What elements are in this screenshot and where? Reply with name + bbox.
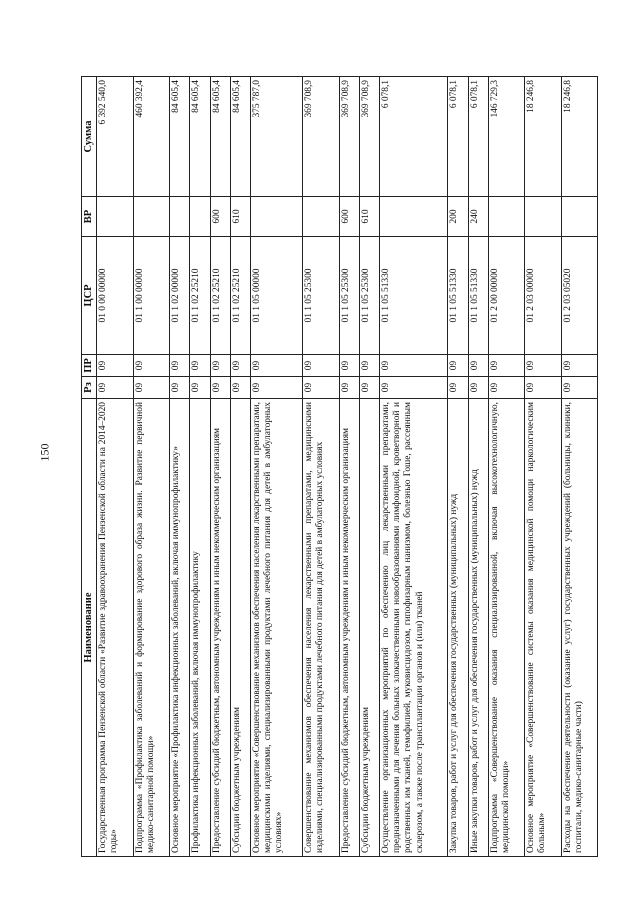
row-rz: 09 [380, 377, 448, 399]
row-vr [251, 197, 303, 237]
row-pr: 09 [468, 355, 488, 377]
row-name: Основное мероприятие «Совершенствование системы оказания медицинской помощи наркологическим больным» [525, 399, 561, 857]
header-row [82, 77, 97, 857]
table-row [97, 77, 133, 857]
row-vr: 610 [230, 197, 250, 237]
row-csr: 01 1 00 00000 [133, 237, 169, 355]
row-name: Предоставление субсидий бюджетным, автономным учреждениям и иным некоммерческим организациям [339, 399, 359, 857]
table-row [359, 77, 379, 857]
table-row [561, 77, 597, 857]
row-pr: 09 [251, 355, 303, 377]
row-pr: 09 [561, 355, 597, 377]
row-rz: 09 [230, 377, 250, 399]
table-row [489, 77, 525, 857]
table-body [97, 77, 598, 857]
row-csr: 01 1 05 51330 [380, 237, 448, 355]
header-rz: Рз [82, 377, 97, 399]
table-row [468, 77, 488, 857]
row-pr: 09 [210, 355, 230, 377]
row-vr [525, 197, 561, 237]
table-row [339, 77, 359, 857]
row-rz: 09 [468, 377, 488, 399]
row-csr: 01 1 02 25210 [230, 237, 250, 355]
row-rz: 09 [210, 377, 230, 399]
row-name: Государственная программа Пензенской области «Развитие здравоохранения Пензенской области на 2014–2020 годы» [97, 399, 133, 857]
row-vr [133, 197, 169, 237]
row-vr [169, 197, 189, 237]
row-vr [190, 197, 210, 237]
row-vr: 600 [210, 197, 230, 237]
row-name: Подпрограмма «Профилактика заболеваний и формирование здорового образа жизни. Развитие первичной медико-санитарной помощи» [133, 399, 169, 857]
row-csr: 01 2 03 00000 [525, 237, 561, 355]
row-pr: 09 [339, 355, 359, 377]
row-csr: 01 0 00 00000 [97, 237, 133, 355]
row-sum: 84 605,4 [190, 77, 210, 197]
row-vr [97, 197, 133, 237]
row-pr: 09 [230, 355, 250, 377]
row-csr: 01 1 02 25210 [190, 237, 210, 355]
row-sum: 6 078,1 [380, 77, 448, 197]
row-sum: 6 392 540,0 [97, 77, 133, 197]
row-name: Осуществление организационных мероприятий по обеспечению лиц лекарственными препаратами, предназначенными для лечения больных злокачественными новообразованиями лимфоидной, кроветворной и родственных им тканей, гемофилией, муковисцидозом, гипофизарным нанизмом, болезнью Гоше, рассеянным склерозом, а также после трансплантации органов и (или) тканей [380, 399, 448, 857]
row-sum: 146 729,3 [489, 77, 525, 197]
row-pr: 09 [448, 355, 468, 377]
header-sum: Сумма [82, 77, 97, 197]
row-sum: 84 605,4 [169, 77, 189, 197]
header-vr: ВР [82, 197, 97, 237]
row-name: Предоставление субсидий бюджетным, автономным учреждениям и иным некоммерческим организациям [210, 399, 230, 857]
row-rz: 09 [97, 377, 133, 399]
row-pr: 09 [169, 355, 189, 377]
row-pr: 09 [489, 355, 525, 377]
row-rz: 09 [133, 377, 169, 399]
row-name: Профилактика инфекционных заболеваний, включая иммунопрофилактику [190, 399, 210, 857]
row-vr: 240 [468, 197, 488, 237]
row-rz: 09 [339, 377, 359, 399]
row-pr: 09 [133, 355, 169, 377]
page-number: 150 [37, 443, 52, 462]
row-name: Основное мероприятие «Совершенствование механизмов обеспечения населения лекарственными препаратами, медицинскими изделиями, специализированными продуктами лечебного питания для детей в амбулаторных условиях» [251, 399, 303, 857]
row-vr [489, 197, 525, 237]
row-csr: 01 1 05 25300 [303, 237, 339, 355]
row-rz: 09 [303, 377, 339, 399]
table-row [210, 77, 230, 857]
row-rz: 09 [448, 377, 468, 399]
row-sum: 18 246,8 [525, 77, 561, 197]
table-row [448, 77, 468, 857]
row-csr: 01 1 02 25210 [210, 237, 230, 355]
table-row [380, 77, 448, 857]
table-row [190, 77, 210, 857]
row-csr: 01 2 03 05020 [561, 237, 597, 355]
row-rz: 09 [251, 377, 303, 399]
row-csr: 01 1 05 51330 [448, 237, 468, 355]
row-sum: 369 708,9 [339, 77, 359, 197]
row-rz: 09 [359, 377, 379, 399]
table-row [525, 77, 561, 857]
table-header [82, 77, 97, 857]
row-rz: 09 [561, 377, 597, 399]
budget-table [81, 76, 598, 857]
row-sum: 84 605,4 [230, 77, 250, 197]
row-pr: 09 [97, 355, 133, 377]
row-name: Иные закупки товаров, работ и услуг для обеспечения государственных (муниципальных) нужд [468, 399, 488, 857]
row-vr [303, 197, 339, 237]
row-vr [380, 197, 448, 237]
table-row [169, 77, 189, 857]
row-csr: 01 1 05 25300 [339, 237, 359, 355]
row-name: Совершенствование механизмов обеспечения населения лекарственными препаратами, медицинскими изделиями, специализированными продуктами лечебного питания для детей в амбулаторных условиях [303, 399, 339, 857]
row-sum: 18 246,8 [561, 77, 597, 197]
row-pr: 09 [359, 355, 379, 377]
row-csr: 01 1 02 00000 [169, 237, 189, 355]
row-name: Субсидии бюджетным учреждениям [230, 399, 250, 857]
table-row [303, 77, 339, 857]
row-name: Закупка товаров, работ и услуг для обеспечения государственных (муниципальных) нужд [448, 399, 468, 857]
row-sum: 6 078,1 [468, 77, 488, 197]
row-sum: 375 787,0 [251, 77, 303, 197]
row-rz: 09 [190, 377, 210, 399]
row-sum: 84 605,4 [210, 77, 230, 197]
row-sum: 6 078,1 [448, 77, 468, 197]
row-name: Подпрограмма «Совершенствование оказания специализированной, включая высокотехнологичную, медицинской помощи» [489, 399, 525, 857]
row-vr: 600 [339, 197, 359, 237]
row-csr: 01 1 05 51330 [468, 237, 488, 355]
row-pr: 09 [190, 355, 210, 377]
table-row [230, 77, 250, 857]
row-vr: 610 [359, 197, 379, 237]
row-pr: 09 [380, 355, 448, 377]
row-sum: 369 708,9 [359, 77, 379, 197]
row-rz: 09 [489, 377, 525, 399]
row-vr [561, 197, 597, 237]
header-csr: ЦСР [82, 237, 97, 355]
row-name: Расходы на обеспечение деятельности (оказание услуг) государственных учреждений (больницы, клиники, госпитали, медико-санитарные части) [561, 399, 597, 857]
row-vr: 200 [448, 197, 468, 237]
row-sum: 369 708,9 [303, 77, 339, 197]
row-csr: 01 1 05 25300 [359, 237, 379, 355]
row-pr: 09 [303, 355, 339, 377]
row-csr: 01 2 00 00000 [489, 237, 525, 355]
table-row [251, 77, 303, 857]
row-rz: 09 [169, 377, 189, 399]
row-pr: 09 [525, 355, 561, 377]
row-rz: 09 [525, 377, 561, 399]
row-name: Субсидии бюджетным учреждениям [359, 399, 379, 857]
rotated-page-content [81, 77, 598, 857]
header-pr: ПР [82, 355, 97, 377]
table-row [133, 77, 169, 857]
row-name: Основное мероприятие «Профилактика инфекционных заболеваний, включая иммунопрофилактику» [169, 399, 189, 857]
row-sum: 460 392,4 [133, 77, 169, 197]
header-name: Наименование [82, 399, 97, 857]
row-csr: 01 1 05 00000 [251, 237, 303, 355]
